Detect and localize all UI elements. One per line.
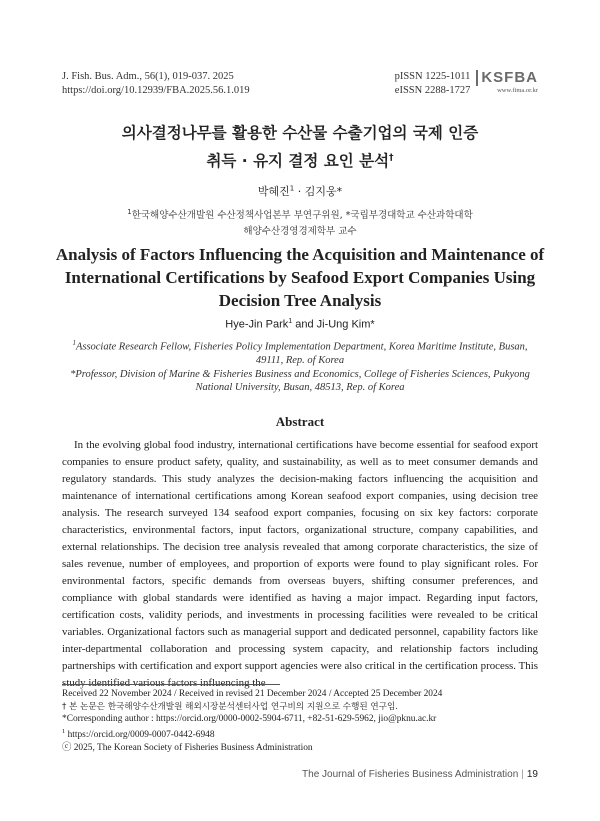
korean-author1: 박혜진 [257, 185, 290, 198]
abstract-heading: Abstract [275, 414, 325, 429]
footnotes [62, 688, 538, 754]
english-author2: Ji-Ung Kim* [316, 318, 375, 331]
korean-author1-mark: 1 [289, 184, 295, 193]
english-affil2: *Professor, Division of Marine & Fisheries Business and Economics, College of Fisheries Sciences, Pukyong National University, Busan, 48513, Rep. of Korea [70, 368, 530, 393]
english-affil1 [62, 337, 538, 368]
english-title-line1: Analysis of Factors Influencing the Acquisition and Maintenance of [55, 245, 545, 264]
pissn-text: pISSN 1225-1011 [394, 71, 471, 82]
society-logo [476, 70, 538, 95]
korean-author-separator: · [294, 185, 305, 198]
issn-logo-block [395, 70, 538, 98]
orcid-mark: 1 [62, 727, 66, 735]
english-title-line3: Decision Tree Analysis [218, 291, 382, 310]
korean-affil-line2: 해양수산경영경제학부 교수 [243, 226, 357, 238]
english-title [50, 243, 550, 312]
page-number: 19 [526, 769, 538, 780]
footer-separator: | [521, 769, 524, 780]
logo-text: KSFBA [476, 70, 538, 86]
orcid-link[interactable]: https://orcid.org/0009-0007-0442-6948 [65, 729, 215, 740]
korean-affiliation [60, 204, 540, 240]
english-title-line2: International Certifications by Seafood Export Companies Using [64, 268, 536, 287]
footnote-divider [62, 684, 280, 685]
funding-note: 본 논문은 한국해양수산개발원 해외시장분석센터사업 연구비의 지원으로 수행된 연구임. [66, 701, 399, 712]
citation-text: J. Fish. Bus. Adm., 56(1), 019-037. 2025 [62, 71, 234, 82]
journal-citation-block [62, 70, 250, 98]
abstract-text: In the evolving global food industry, international certifications have become essential for seafood export companies to ensure product safety, quality, and sustainability, as well as to meet consumer demands and regulatory standards. This study analyzes the decision-making factors influencing the acquisition and maintenance of international certifications among Korean seafood export companies, using decision tree analysis. The research surveyed 134 seafood export companies, focusing on six key factors: corporate characteristics, environmental factors, input factors, organizational structure, company capabilities, and external relationships. The decision tree analysis revealed that among corporate characteristics, the size of sales revenue, number of employees, and proportion of exports were found to play significant roles. For environmental factors, specific demands from overseas buyers, shifting consumer preferences, and compliance with global standards were identified as having a major impact. Regarding input factors, certification costs, validity periods, and investments in processing facilities were revealed to be critical variables. Organizational factors such as managerial support and dedicated personnel, capability factors like inter-departmental collaboration and processing system capacity, and relationship factors including partnerships with certification and export support agencies were also critical in the certification process. This study identified various factors influencing the [62, 439, 538, 689]
korean-title [40, 121, 560, 174]
received-dates: Received 22 November 2024 / Received in revised 21 December 2024 / Accepted 25 December 2024 [62, 689, 443, 699]
english-affiliations [62, 337, 538, 395]
page-footer [302, 769, 538, 780]
eissn-text: eISSN 2288-1727 [394, 85, 471, 96]
korean-affil-mark: 1 [127, 208, 132, 216]
korean-affil-line1: 한국해양수산개발원 수산정책사업본부 부연구위원, *국립부경대학교 수산과학대학 [131, 210, 473, 222]
corresponding-author: *Corresponding author : https://orcid.org/0000-0002-5904-6711, +82-51-629-5962, jio@pknu.ac.kr [62, 714, 437, 725]
korean-author2: 김지웅* [304, 185, 343, 198]
footer-journal-name: The Journal of Fisheries Business Administration [302, 769, 519, 780]
doi-link[interactable]: https://doi.org/10.12939/FBA.2025.56.1.019 [62, 85, 250, 96]
english-affil1-mark: 1 [72, 339, 76, 347]
korean-title-line1: 의사결정나무를 활용한 수산물 수출기업의 국제 인증 [121, 124, 479, 142]
english-affil1-text: Associate Research Fellow, Fisheries Policy Implementation Department, Korea Maritime Institute, Busan, 49111, Rep. of Korea [75, 341, 528, 366]
korean-title-mark: † [389, 153, 394, 163]
english-author-and: and [292, 318, 317, 331]
korean-authors [40, 183, 560, 199]
english-author1: Hye-Jin Park [225, 318, 289, 331]
funding-mark: † [62, 701, 67, 712]
issn-block [395, 70, 471, 98]
english-author1-mark: 1 [288, 318, 293, 325]
logo-url: www.fima.or.kr [497, 87, 538, 94]
korean-title-line2: 취득 · 유지 결정 요인 분석 [206, 152, 390, 171]
english-authors [40, 318, 560, 331]
copyright-notice: ⓒ 2025, The Korean Society of Fisheries Business Administration [62, 742, 313, 753]
